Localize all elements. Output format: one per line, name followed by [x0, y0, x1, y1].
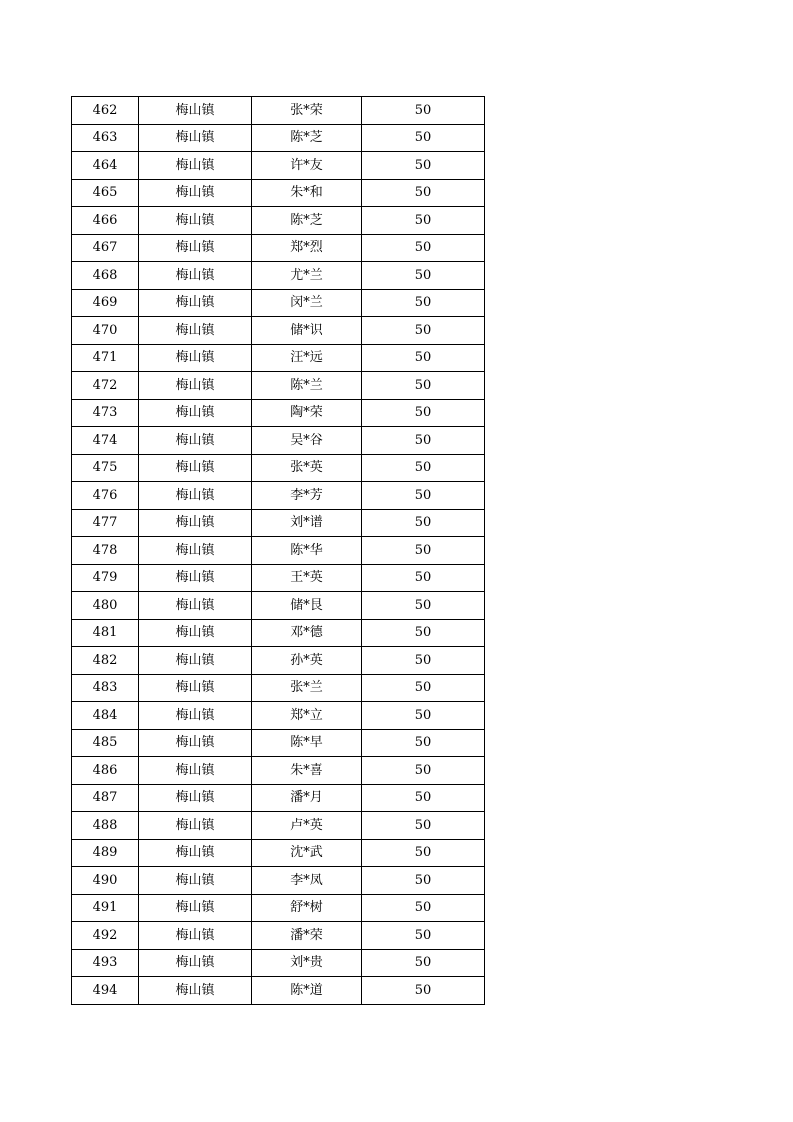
table-row — [72, 784, 485, 812]
table-row — [72, 564, 485, 592]
table-row — [72, 949, 485, 977]
town-cell: 梅山镇 — [139, 372, 252, 400]
name-cell: 汪*远 — [252, 344, 362, 372]
town-cell: 梅山镇 — [139, 454, 252, 482]
name-cell: 潘*荣 — [252, 922, 362, 950]
amount-cell: 50 — [362, 949, 485, 977]
amount-cell: 50 — [362, 867, 485, 895]
row-number-cell: 463 — [72, 124, 139, 152]
row-number-cell: 467 — [72, 234, 139, 262]
table-row — [72, 399, 485, 427]
amount-cell: 50 — [362, 564, 485, 592]
table-row — [72, 592, 485, 620]
amount-cell: 50 — [362, 592, 485, 620]
name-cell: 郑*立 — [252, 702, 362, 730]
amount-cell: 50 — [362, 839, 485, 867]
name-cell: 闵*兰 — [252, 289, 362, 317]
table-row — [72, 674, 485, 702]
amount-cell: 50 — [362, 922, 485, 950]
amount-cell: 50 — [362, 619, 485, 647]
name-cell: 陈*华 — [252, 537, 362, 565]
table-row — [72, 812, 485, 840]
name-cell: 王*英 — [252, 564, 362, 592]
table-row — [72, 894, 485, 922]
row-number-cell: 486 — [72, 757, 139, 785]
amount-cell: 50 — [362, 757, 485, 785]
name-cell: 张*英 — [252, 454, 362, 482]
town-cell: 梅山镇 — [139, 647, 252, 675]
name-cell: 许*友 — [252, 152, 362, 180]
amount-cell: 50 — [362, 812, 485, 840]
table-row — [72, 179, 485, 207]
name-cell: 刘*谱 — [252, 509, 362, 537]
name-cell: 陈*早 — [252, 729, 362, 757]
name-cell: 陈*道 — [252, 977, 362, 1005]
table-row — [72, 317, 485, 345]
recipient-table — [71, 96, 485, 1005]
table-body — [72, 97, 485, 1005]
amount-cell: 50 — [362, 372, 485, 400]
amount-cell: 50 — [362, 537, 485, 565]
table-row — [72, 97, 485, 125]
row-number-cell: 469 — [72, 289, 139, 317]
name-cell: 吴*谷 — [252, 427, 362, 455]
table-row — [72, 207, 485, 235]
amount-cell: 50 — [362, 482, 485, 510]
table-row — [72, 647, 485, 675]
amount-cell: 50 — [362, 702, 485, 730]
name-cell: 李*凤 — [252, 867, 362, 895]
town-cell: 梅山镇 — [139, 207, 252, 235]
row-number-cell: 482 — [72, 647, 139, 675]
row-number-cell: 465 — [72, 179, 139, 207]
row-number-cell: 471 — [72, 344, 139, 372]
row-number-cell: 493 — [72, 949, 139, 977]
amount-cell: 50 — [362, 674, 485, 702]
row-number-cell: 468 — [72, 262, 139, 290]
amount-cell: 50 — [362, 344, 485, 372]
table-row — [72, 729, 485, 757]
name-cell: 卢*英 — [252, 812, 362, 840]
name-cell: 李*芳 — [252, 482, 362, 510]
name-cell: 尤*兰 — [252, 262, 362, 290]
row-number-cell: 472 — [72, 372, 139, 400]
row-number-cell: 477 — [72, 509, 139, 537]
name-cell: 孙*英 — [252, 647, 362, 675]
amount-cell: 50 — [362, 647, 485, 675]
row-number-cell: 494 — [72, 977, 139, 1005]
town-cell: 梅山镇 — [139, 867, 252, 895]
town-cell: 梅山镇 — [139, 592, 252, 620]
table-row — [72, 427, 485, 455]
name-cell: 张*荣 — [252, 97, 362, 125]
amount-cell: 50 — [362, 977, 485, 1005]
town-cell: 梅山镇 — [139, 509, 252, 537]
amount-cell: 50 — [362, 894, 485, 922]
town-cell: 梅山镇 — [139, 674, 252, 702]
name-cell: 储*艮 — [252, 592, 362, 620]
table-row — [72, 454, 485, 482]
table-row — [72, 537, 485, 565]
town-cell: 梅山镇 — [139, 179, 252, 207]
amount-cell: 50 — [362, 289, 485, 317]
table-row — [72, 922, 485, 950]
row-number-cell: 491 — [72, 894, 139, 922]
amount-cell: 50 — [362, 509, 485, 537]
town-cell: 梅山镇 — [139, 124, 252, 152]
amount-cell: 50 — [362, 454, 485, 482]
amount-cell: 50 — [362, 207, 485, 235]
name-cell: 邓*德 — [252, 619, 362, 647]
town-cell: 梅山镇 — [139, 234, 252, 262]
town-cell: 梅山镇 — [139, 757, 252, 785]
row-number-cell: 483 — [72, 674, 139, 702]
table-row — [72, 152, 485, 180]
town-cell: 梅山镇 — [139, 729, 252, 757]
name-cell: 沈*武 — [252, 839, 362, 867]
town-cell: 梅山镇 — [139, 289, 252, 317]
row-number-cell: 490 — [72, 867, 139, 895]
town-cell: 梅山镇 — [139, 564, 252, 592]
row-number-cell: 475 — [72, 454, 139, 482]
amount-cell: 50 — [362, 784, 485, 812]
town-cell: 梅山镇 — [139, 839, 252, 867]
table-row — [72, 509, 485, 537]
table-row — [72, 124, 485, 152]
name-cell: 陶*荣 — [252, 399, 362, 427]
name-cell: 郑*烈 — [252, 234, 362, 262]
row-number-cell: 464 — [72, 152, 139, 180]
town-cell: 梅山镇 — [139, 344, 252, 372]
table-row — [72, 867, 485, 895]
town-cell: 梅山镇 — [139, 427, 252, 455]
row-number-cell: 474 — [72, 427, 139, 455]
town-cell: 梅山镇 — [139, 702, 252, 730]
row-number-cell: 462 — [72, 97, 139, 125]
name-cell: 陈*兰 — [252, 372, 362, 400]
name-cell: 储*识 — [252, 317, 362, 345]
town-cell: 梅山镇 — [139, 152, 252, 180]
row-number-cell: 476 — [72, 482, 139, 510]
town-cell: 梅山镇 — [139, 619, 252, 647]
row-number-cell: 478 — [72, 537, 139, 565]
name-cell: 潘*月 — [252, 784, 362, 812]
row-number-cell: 481 — [72, 619, 139, 647]
name-cell: 朱*和 — [252, 179, 362, 207]
amount-cell: 50 — [362, 234, 485, 262]
amount-cell: 50 — [362, 152, 485, 180]
row-number-cell: 484 — [72, 702, 139, 730]
town-cell: 梅山镇 — [139, 977, 252, 1005]
row-number-cell: 492 — [72, 922, 139, 950]
amount-cell: 50 — [362, 97, 485, 125]
table-row — [72, 619, 485, 647]
name-cell: 舒*树 — [252, 894, 362, 922]
town-cell: 梅山镇 — [139, 949, 252, 977]
row-number-cell: 480 — [72, 592, 139, 620]
table-row — [72, 702, 485, 730]
town-cell: 梅山镇 — [139, 482, 252, 510]
row-number-cell: 489 — [72, 839, 139, 867]
name-cell: 朱*喜 — [252, 757, 362, 785]
row-number-cell: 466 — [72, 207, 139, 235]
town-cell: 梅山镇 — [139, 812, 252, 840]
town-cell: 梅山镇 — [139, 894, 252, 922]
town-cell: 梅山镇 — [139, 784, 252, 812]
table-row — [72, 372, 485, 400]
table-row — [72, 289, 485, 317]
amount-cell: 50 — [362, 124, 485, 152]
row-number-cell: 473 — [72, 399, 139, 427]
row-number-cell: 487 — [72, 784, 139, 812]
amount-cell: 50 — [362, 317, 485, 345]
table-row — [72, 839, 485, 867]
table-row — [72, 757, 485, 785]
town-cell: 梅山镇 — [139, 97, 252, 125]
amount-cell: 50 — [362, 427, 485, 455]
name-cell: 张*兰 — [252, 674, 362, 702]
row-number-cell: 470 — [72, 317, 139, 345]
amount-cell: 50 — [362, 179, 485, 207]
amount-cell: 50 — [362, 399, 485, 427]
town-cell: 梅山镇 — [139, 537, 252, 565]
town-cell: 梅山镇 — [139, 262, 252, 290]
table-row — [72, 344, 485, 372]
town-cell: 梅山镇 — [139, 922, 252, 950]
name-cell: 刘*贵 — [252, 949, 362, 977]
name-cell: 陈*芝 — [252, 207, 362, 235]
row-number-cell: 488 — [72, 812, 139, 840]
table-row — [72, 977, 485, 1005]
amount-cell: 50 — [362, 729, 485, 757]
amount-cell: 50 — [362, 262, 485, 290]
row-number-cell: 479 — [72, 564, 139, 592]
town-cell: 梅山镇 — [139, 399, 252, 427]
table-row — [72, 234, 485, 262]
row-number-cell: 485 — [72, 729, 139, 757]
table-row — [72, 262, 485, 290]
table-row — [72, 482, 485, 510]
town-cell: 梅山镇 — [139, 317, 252, 345]
name-cell: 陈*芝 — [252, 124, 362, 152]
